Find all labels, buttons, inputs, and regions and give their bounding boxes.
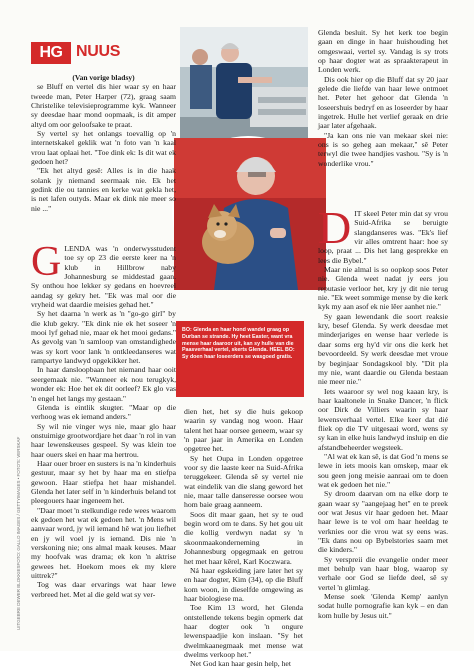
paragraph: dien het, het sy die huis gekoop waarin sy vandag nog woon. Haar talent het haar oorsee geneem, waar sy 'n paar jaar in Amerika en Londen opgetree het. bbox=[184, 407, 303, 454]
article-column-right-top bbox=[318, 28, 448, 208]
caption-text: Glenda en haar hond wandel graag op Durban se strande. Hy heet Easter, want vra mense haar daaroor uit, kan sy hulle van die Paasverhaal vertel, skerts Glenda. bbox=[182, 327, 294, 354]
article-column-left-bottom bbox=[31, 239, 177, 639]
paragraph: IT skeel Peter min dat sy vrou Suid-Afrika se beruigte slangdanseres was. "Ek's lief vir alles omtrent haar: hoe sy loop, praat ... Dis het lang gesprekke en lees die Bybel." bbox=[318, 209, 448, 265]
paragraph: Mense soek 'Glenda Kemp' aanlyn sodat hulle pornografie kan kyk – en dan kom hulle by Jesus uit." bbox=[318, 592, 448, 620]
article-column-right-bottom bbox=[318, 202, 448, 641]
portrait-photo-illustration bbox=[174, 138, 326, 290]
photo-caption bbox=[176, 321, 304, 397]
paragraph: Ná haar egskeiding jare later het sy en haar dogter, Kim (34), op die Bluff kom woon, in dieselfde omgewing as haar biologiese ma. bbox=[184, 565, 303, 603]
drop-cap-d: D bbox=[318, 202, 352, 253]
paragraph: Soos dit maar gaan, het sy te oud begin word om te dans. Sy het gou uit die kollig verdwyn nadat sy 'n skoonmaakonderneming in Johannesburg opgegmaak en getrou het met haar kêrel, Karl Koczwara. bbox=[184, 509, 303, 566]
paragraph: se Bluff en vertel dis hier waar sy en haar tweede man, Peter Harper (72), graag saam Christelike televisieprogramme kyk. Wanneer sy deesdae haar mond oopmaak, is dit amper altyd om oor geloofsake te praat. bbox=[31, 82, 176, 129]
paragraph: "Daar moet 'n stelkundige rede wees waarom ek gedoen het wat ek gedoen het. 'n Mens wil aanvaar word, jy wil iemand hê wat jou liefhet en jy wil voel jy is iemand. Dis nie 'n verskoning nie; ons almal maak keuses. Maar my hoofvak was drama; ek kon 'n aktrise gewees het. Hoekom moes ek my klere uittrek?" bbox=[31, 505, 177, 581]
paragraph: Sy vertel sy het onlangs toevallig op 'n internetskakel geklik wat 'n foto van 'n kaal vrou laat oplaai het. "Toe dink ek: Is dit wat ek gedoen het? bbox=[31, 129, 176, 167]
drop-cap-g: G bbox=[31, 239, 62, 285]
caption-text: Sy doen haar loseerders se wasgoed gratis. bbox=[182, 354, 293, 361]
paragraph: LENDA was 'n onderwysstudent toe sy op 23 die eerste keer na 'n klub in Hillbrow naby Johannesburg se middestad gaan. Sy onthou hoe lekker sy gedans en hoevreel aandag sy gekry het. "Ek was mal oor die vryheid wat daardie meisies gehad het." bbox=[31, 244, 176, 310]
paragraph: Haar ouer broer en susters is na 'n kinderhuis gestuur, maar sy het by haar ma en stiefpa gewoon. Haar stiefpa het haar mishandel. Glenda het later self in 'n kinderhuis beland tot pleegouers haar ingeneem het. bbox=[31, 458, 176, 506]
continued-note: (Van vorige bladsy) bbox=[72, 73, 135, 82]
paragraph: Sy het daarna 'n werk as 'n "go-go girl" by die klub gekry. "Ek dink nie ek het soseer 'n mooi lyf gehad nie, maar ek het mooi gedans." As gevolg van 'n samloop van omstandighede was sy kort voor lank 'n ontkleedanseres wat rampartye landwyd opgekikker het. bbox=[31, 309, 176, 366]
paragraph: Sy gaan lewendank die soort reaksie kry, besef Glenda. Sy werk deesdae met minderjariges en wense haar verlede is daar soms erg hy'd vir ons die kerk het bevoordeeld. Sy werk deesdae met vroue by beginjaar Sondagskool bly. "Dit pla my nie, want daardie ou Glenda bestaan nie meer nie." bbox=[318, 311, 448, 387]
paragraph: Net God kan haar gesin help, het bbox=[190, 659, 291, 669]
paragraph: Glenda besluit. Sy het kerk toe begin gaan en dinge in haar huishouding het omgeswaai, vertel sy. Vandag is sy trots op haar dogter wat as spraakterapeut in Londen werk. bbox=[318, 28, 448, 75]
paragraph: Sy het Oupa in Londen opgetree voor sy die laaste keer na Suid-Afrika teruggekeer. Glenda sê sy vertel nie wat eindelik van die slang geword het nie, maar talle danseresse oorsee wou hom baie graag aanneem. bbox=[184, 453, 303, 510]
article-column-middle bbox=[184, 407, 303, 669]
paragraph: Sy wil nie vinger wys nie, maar glo haar onstuimige grootwordjare het daar 'n rol in van haar lewenskeuses gespeel. Sy was klein toe haar ouers skei en haar ma hertrou. bbox=[31, 421, 176, 459]
paragraph: Glenda is eintlik skugter. "Maar op die verhoog was ek iemand anders." bbox=[31, 402, 176, 422]
caption-kicker: HEEL BO: bbox=[269, 347, 295, 354]
hg-logo: HG bbox=[31, 42, 71, 64]
paragraph: "Al wat ek kan sê, is dat God 'n mens se lewe in iets moois kan omskep, maar ek sou geen jong meisie aanraai om te doen wat ek gedoen het nie." bbox=[318, 451, 448, 489]
paragraph: Toe Kim 13 word, het Glenda ontstellende tekens begin opmerk dat haar dogter ook 'n ongure lewenspaadjie kon inslaan. "Sy het dwelmkaanegmaak met mense wat dwelms verkoop het." bbox=[184, 603, 303, 659]
paragraph: Iets waaroor sy wel nog kaaan kry, is haar kaaltonele in Snake Dancer, 'n flick oor Dirk de Villiers waarin sy haar lewensverhaal vertel. Elke keer dat dié fliek op die TV uitgesaai word, wens sy sy kan in elke huis landwyd insluip en die afstandbeheerder wegsteek. bbox=[318, 386, 448, 452]
paragraph: Maar nie almal is so oopkop soos Peter nie. Glenda weet nadat jy eers jou reputasie verloor het, kry jy dit nie terug nie. "Ek weet sommige mense by die kerk kyk my aan asof ek nie lêer aanhet nie." bbox=[318, 265, 448, 312]
photo-portrait-dog bbox=[172, 136, 324, 288]
paragraph: In haar dansloopbaan het niemand haar ooit seergemaak nie. "Wanneer ek nou terugkyk, wonder ek: Hoe het ek dit oorleef? Ek glo vas 'n engel het langs my gestaan." bbox=[31, 365, 176, 403]
paragraph: Tog was daar ervarings wat haar lewe verbreed het. Met al die geld wat sy ver- bbox=[31, 580, 176, 599]
paragraph: "Ek het altyd gesê: Alles is in die haak solank jy niemand seermaak nie. Ek het gedink die ou tannies en kerke wat gekla het, is net lafen outyds. Maar ek dink nie meer so nie ..." bbox=[31, 166, 176, 213]
paragraph: "Ja kan ons nie van mekaar skei nie: ons is so geheg aan mekaar," sê Peter terwyl die twee handjies vashou. "Sy is 'n wonderlike vrou." bbox=[318, 130, 448, 168]
photo-credit: UITGEBRE DEWER BLOKKIESFOTO: GALLO IMAGES / GETTYIMAGES • FOTO'S: VERSKAF bbox=[16, 436, 21, 630]
paragraph: Dis ook hier op die Bluff dat sy 20 jaar gelede die liefde van haar lewe ontmoet het. Peter het gehoor dat Glenda 'n loseershuis bedryf en as loseerder by haar ingetrek. Hulle het verlief geraak en drie jaar later afgehaak. bbox=[318, 74, 448, 131]
caption-kicker: BO: bbox=[182, 327, 194, 333]
section-title: NUUS bbox=[76, 43, 121, 60]
article-column-left-top bbox=[31, 73, 176, 228]
paragraph: Sy droom daarvan om na elke dorp te gaan waar sy "aangejaag het" en te preek oor wat Jesus vir haar gedoen het. Maar haar lewe is te vol om haar heeldag te verknies oor die vrou wat sy eens was. "Ek dans nou op Bybelstories saam met die kinders." bbox=[318, 489, 448, 555]
paragraph: Sy verspreii die evangelie onder meer met behulp van haar blog, waarop sy verhale oor God se liefde deel, sê sy vertel 'n glimlag. bbox=[318, 554, 448, 592]
